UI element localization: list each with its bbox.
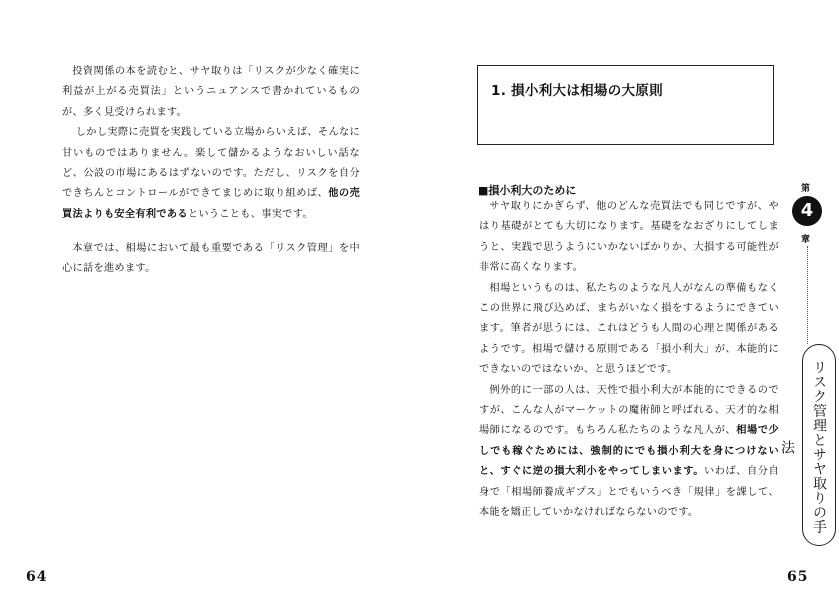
chapter-number-badge: 4 [792,196,822,226]
section-title: 1. 損小利大は相場の大原則 [491,83,663,99]
page-number-left: 64 [26,569,48,585]
left-paragraph-2: しかし実際に売買を実践している立場からいえば、そんなに甘いものではありません。楽して儲かるようなおいしい話など、公設の市場にあるはずないのです。ただし、リスクを自分できちんとコントロールができてまじめに取り組めば、他の売買法よりも安全有利であるということも、事実です。 [62,127,361,220]
chapter-title-tab [779,344,836,546]
chapter-label-bottom: 章 [801,235,811,245]
section-title-box [477,65,774,145]
bold-emphasis: 相場で少しでも稼ぐためには、強制的にでも損小利大を身につけないと、すぐに逆の損大利小をやってしまいます。 [479,425,779,478]
left-page [0,0,419,595]
right-paragraph-2: 相場というものは、私たちのような凡人がなんの準備もなくこの世界に飛び込めば、まちがいなく損をするようにできています。筆者が思うには、これはどうも人間の心理と関係があるようです。相場で儲ける原則である「損小利大」が、本能的にできないのではないか、と思うほどです。 [479,282,779,376]
right-body [479,197,779,524]
bold-emphasis: 他の売買法よりも安全有利である [62,188,361,220]
right-paragraph-3: 例外的に一部の人は、天性で損小利大が本能的にできるのですが、こんな人がマーケットの魔術師と呼ばれる、天才的な相場師になるのです。もちろん私たちのような凡人が、相場で少しでも稼ぐためには、強制的にでも損小利大を身につけないと、すぐに逆の損大利小をやってしまいます。いわば、自分自身で「相場師養成ギプス」とでもいうべき「規律」を課して、本能を矯正していかなければならないのです。 [479,384,780,519]
right-paragraph-1: サヤ取りにかぎらず、他のどんな売買法でも同じですが、やはり基礎がとても大切になります。基礎をなおざりにしてしまうと、実践で思うようにいかないばかりか、大損する可能性が非常に高くなります。 [479,201,779,274]
chapter-dotted-line [807,246,808,344]
right-page [420,0,839,595]
left-paragraph-3: 本章では、相場において最も重要である「リスク管理」を中心に話を進めます。 [62,243,360,275]
chapter-title: リスク管理とサヤ取りの手法 [779,360,827,534]
subsection-heading: ■損小利大のために [478,184,577,197]
page-number-right: 65 [787,569,809,585]
left-intro-paragraphs [62,62,360,225]
left-paragraph-1: 投資関係の本を読むと、サヤ取りは「リスクが少なく確実に利益が上がる売買法」というニュアンスで書かれているものが、多く見受けられます。 [62,66,360,118]
chapter-label-top: 第 [801,184,811,194]
